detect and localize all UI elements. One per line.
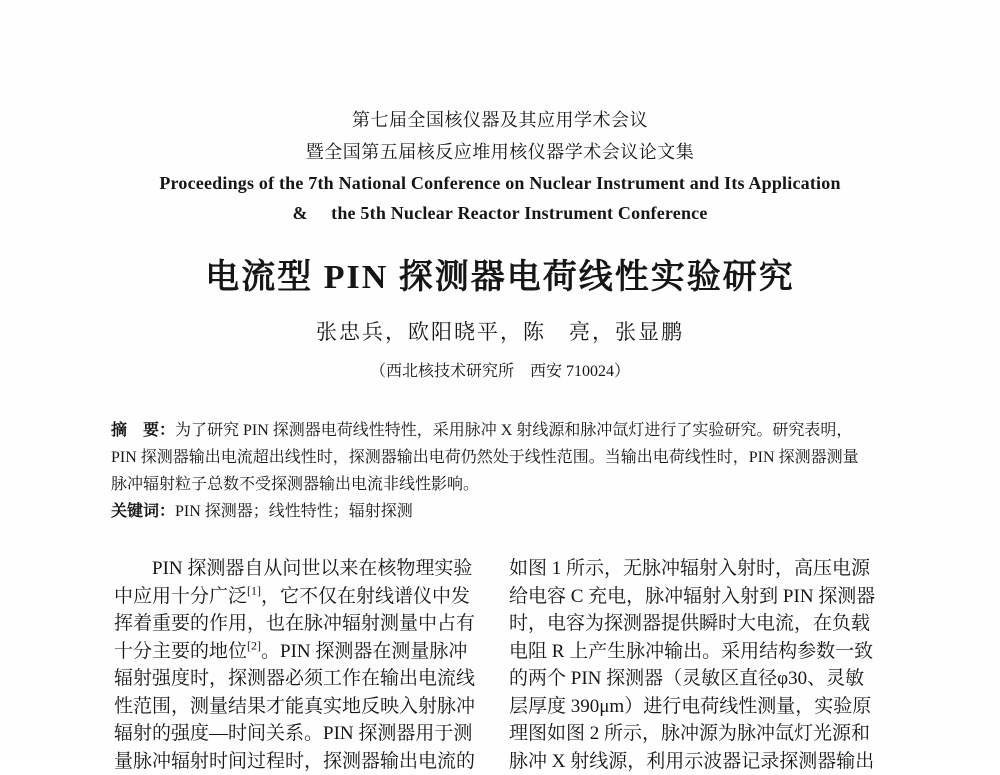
- conference-name-line2: 暨全国第五届核反应堆用核仪器学术会议论文集: [0, 136, 1000, 168]
- abstract-label: 摘 要：: [111, 422, 175, 439]
- text-line: 的两个 PIN 探测器（灵敏区直径φ30、灵敏: [509, 665, 886, 693]
- proceedings-title-en-line1: Proceedings of the 7th National Conference on Nuclear Instrument and Its Application: [0, 168, 1000, 198]
- authors: 张忠兵，欧阳晓平，陈 亮，张显鹏: [0, 318, 1000, 346]
- abstract-line-2: PIN 探测器输出电流超出线性时，探测器输出电荷仍然处于线性范围。当输出电荷线性时，PIN 探测器测量: [111, 444, 889, 471]
- text-line: 时，电容为探测器提供瞬时大电流，在负载: [509, 610, 886, 638]
- conference-header: [0, 0, 1000, 228]
- abstract-line-3: 脉冲辐射粒子总数不受探测器输出电流非线性影响。: [111, 471, 889, 498]
- abstract-line-1: [111, 417, 889, 444]
- keywords-text: PIN 探测器；线性特性；辐射探测: [175, 503, 413, 520]
- keywords-line: [111, 498, 889, 525]
- text-line: 给电容 C 充电，脉冲辐射入射到 PIN 探测器: [509, 583, 886, 611]
- abstract-section: [111, 417, 889, 525]
- abstract-text-1: 为了研究 PIN 探测器电荷线性特性，采用脉冲 X 射线源和脉冲氙灯进行了实验研究。研究表明，: [175, 422, 852, 439]
- text-line: 性范围，测量结果才能真实地反映入射脉冲: [114, 693, 491, 721]
- right-column: [509, 555, 886, 775]
- text-line: 挥着重要的作用，也在脉冲辐射测量中占有: [114, 610, 491, 638]
- text-line: 电阻 R 上产生脉冲输出。采用结构参数一致: [509, 638, 886, 666]
- body-text: [114, 555, 886, 775]
- text-line: 如图 1 所示，无脉冲辐射入射时，高压电源: [509, 555, 886, 583]
- left-column: [114, 555, 491, 775]
- text-line: 脉冲 X 射线源，利用示波器记录探测器输出: [509, 748, 886, 775]
- text-line: 中应用十分广泛[1]，它不仅在射线谱仪中发: [114, 583, 491, 611]
- text-line: PIN 探测器自从问世以来在核物理实验: [114, 555, 491, 583]
- keywords-label: 关键词：: [111, 503, 175, 520]
- text-line: 辐射强度时，探测器必须工作在输出电流线: [114, 665, 491, 693]
- conference-name-line1: 第七届全国核仪器及其应用学术会议: [0, 104, 1000, 136]
- text-line: 十分主要的地位[2]。PIN 探测器在测量脉冲: [114, 638, 491, 666]
- text-line: 理图如图 2 所示，脉冲源为脉冲氙灯光源和: [509, 720, 886, 748]
- text-line: 量脉冲辐射时间过程时，探测器输出电流的: [114, 748, 491, 775]
- affiliation: （西北核技术研究所 西安 710024）: [0, 362, 1000, 381]
- paper-title: 电流型 PIN 探测器电荷线性实验研究: [0, 256, 1000, 300]
- text-line: 辐射的强度—时间关系。PIN 探测器用于测: [114, 720, 491, 748]
- proceedings-title-en-line2: & the 5th Nuclear Reactor Instrument Conference: [0, 198, 1000, 228]
- text-line: 层厚度 390μm）进行电荷线性测量，实验原: [509, 693, 886, 721]
